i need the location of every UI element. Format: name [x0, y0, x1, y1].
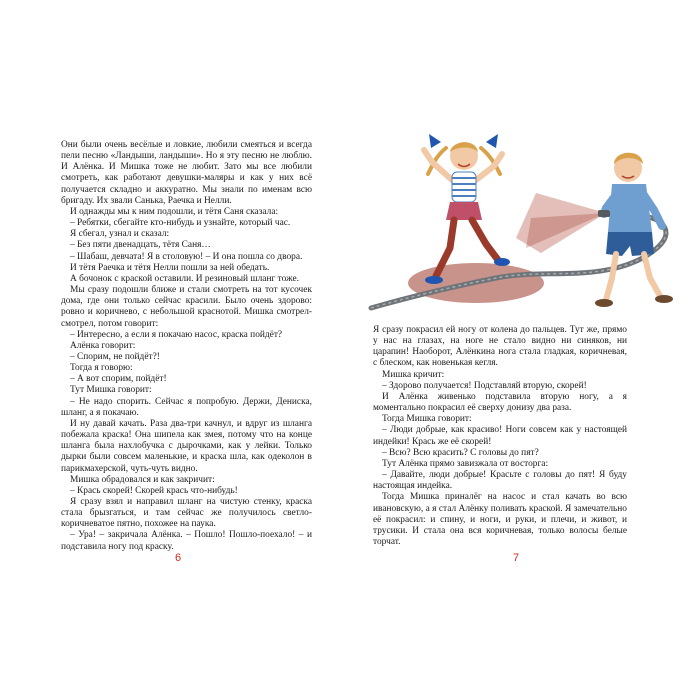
page-number-left: 6: [175, 552, 182, 564]
paragraph: Я сразу покрасил ей ногу от колена до пальцев. Тут же, прямо у нас на глазах, на ноге не стало видно ни синяков, ни царапин! Наоборот, Алёнкина нога стала гладкая, коричневая, с блеском, как новенькая кегля.: [373, 325, 627, 369]
paragraph: Мы сразу подошли ближе и стали смотреть на тот кусочек дома, где они только сейчас красили. Было очень здорово: ровно и коричнево, с небольшой краснотой. Мишка смотрел-смотрел, потом говорит:: [61, 285, 312, 329]
paragraph: Тогда Мишка приналёг на насос и стал качать во всю ивановскую, а я стал Алёнку поливать краской. Я замечательно её покрасил: и спину, и ноги, и руки, и плечи, и живот, и трусики. И стала она вся коричневая, только волосы белые торчат.: [373, 492, 627, 547]
paragraph: И Алёнка живенько подставила вторую ногу, а я моментально покрасил её сверху донизу два раза.: [373, 391, 627, 414]
paragraph: Мишка кричит:: [382, 369, 445, 380]
paragraph: Тогда Мишка говорит:: [382, 414, 472, 425]
paragraph: – Шабаш, девчата! Я в столовую! – И она пошла со двора.: [70, 251, 303, 262]
paragraph: Тогда я говорю:: [70, 363, 133, 374]
paragraph: Мишка обрадовался и как закричит:: [70, 474, 215, 485]
paragraph: – Без пяти двенадцать, тётя Саня…: [70, 240, 211, 251]
paragraph: Они были очень весёлые и ловкие, любили смеяться и всегда пели песню «Ландыши, ландыши». Но я эту песню не люблю. И Алёнка. И Мишка тоже не любит. Зато мы все любили смотреть, как работают девушки-маляры и как у них всё получается складно и аккуратно. Мы знали по именам всю бригаду. Их звали Санька, Раечка и Нелли.: [61, 140, 312, 206]
paragraph: И тётя Раечка и тётя Нелли пошли за ней обедать.: [70, 262, 270, 273]
paragraph: – Здорово получается! Подставляй вторую, скорей!: [382, 380, 587, 391]
paragraph: – Ура! – закричала Алёнка. – Пошло! Пошло-поехало! – и подставила ногу под краску.: [61, 530, 312, 552]
paragraph: – Спорим, не пойдёт?!: [70, 351, 160, 362]
illustration-kids-painting-with-hose-icon: [366, 128, 688, 318]
paragraph: – Крась скорей! Скорей крась что-нибудь!: [70, 485, 238, 496]
paragraph: И ну давай качать. Раза два-три качнул, и вдруг из шланга побежала краска! Она шипела как змея, потому что на конце шланга была нахлобучка с дырочками, как у лейки. Только дырки были совсем маленькие, и краска шла, как одеколон в парикмахерской, чуть-чуть видно.: [61, 418, 312, 474]
paragraph: Тут Мишка говорит:: [70, 385, 152, 396]
paragraph: Тут Алёнка прямо завизжала от восторга:: [382, 458, 549, 469]
paragraph: – Всю? Всю красить? С головы до пят?: [382, 447, 539, 458]
paragraph: – Люди добрые, как красиво! Ноги совсем как у настоящей индейки! Крась же её скорей!: [373, 425, 627, 447]
right-text-column: [373, 325, 627, 548]
paragraph: Я сбегал, узнал и сказал:: [70, 229, 170, 240]
paragraph: Я сразу взял и направил шланг на чистую стенку, краска стала брызгаться, и там сейчас же получилось светло-коричневатое пятно, похожее на паука.: [61, 497, 312, 530]
paragraph: – А вот спорим, пойдёт!: [70, 374, 167, 385]
right-page: [350, 0, 700, 700]
paragraph: – Давайте, люди добрые! Красьте с головы до пят! Я буду настоящая индейка.: [373, 470, 627, 492]
paragraph: – Не надо спорить. Сейчас я попробую. Держи, Дениска, шланг, а я покачаю.: [61, 396, 312, 418]
paragraph: А бочонок с краской оставили. И резиновый шланг тоже.: [70, 273, 299, 284]
paragraph: – Ребятки, сбегайте кто-нибудь и узнайте, который час.: [70, 218, 291, 229]
paragraph: Алёнка говорит:: [70, 340, 136, 351]
page-number-right: 7: [513, 552, 520, 564]
paragraph: И однажды мы к ним подошли, и тётя Саня сказала:: [70, 206, 279, 217]
paragraph: – Интересно, а если я покачаю насос, краска пойдёт?: [70, 329, 283, 340]
left-text-column: [61, 140, 312, 553]
